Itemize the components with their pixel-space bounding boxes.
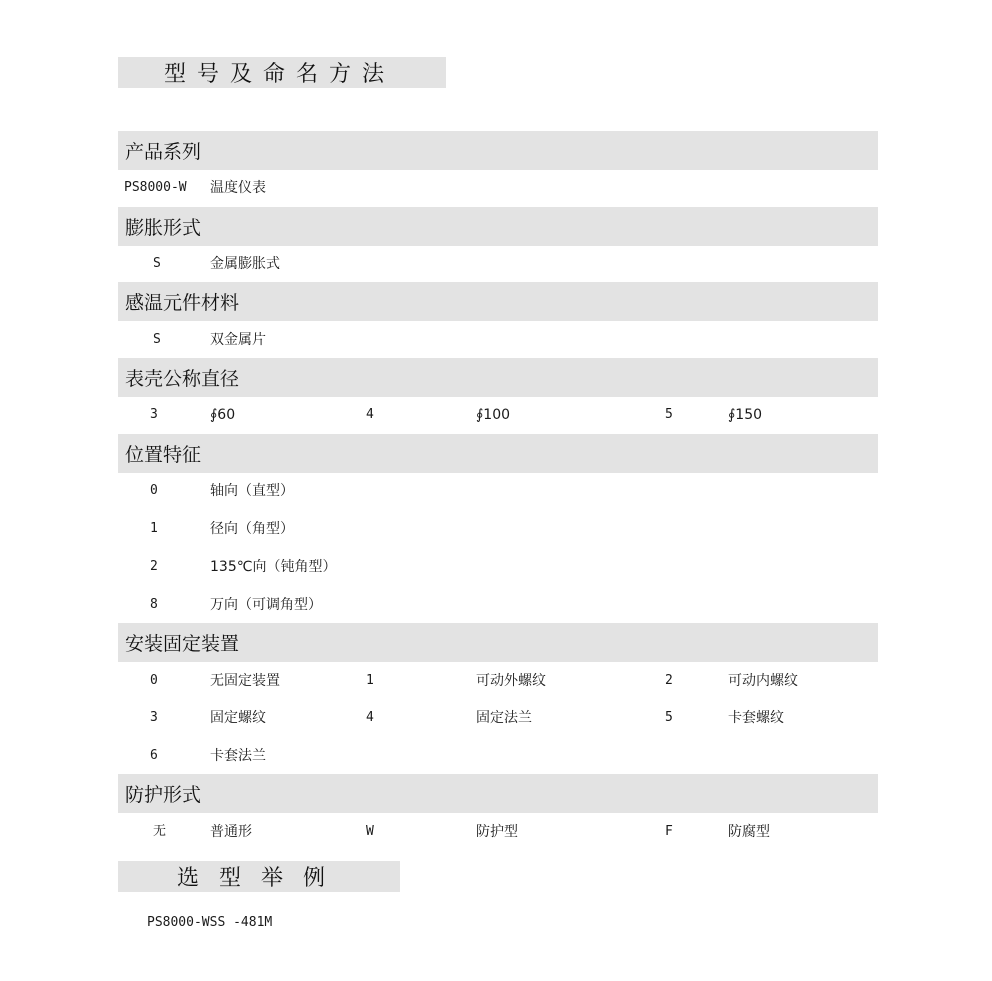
option-label: 可动内螺纹 [728, 673, 798, 689]
option-code: 3 [150, 710, 158, 725]
section-header: 产品系列 [118, 131, 878, 170]
option-code: F [665, 824, 673, 839]
option-label: 无固定装置 [210, 673, 280, 689]
option-code: W [366, 824, 374, 839]
option-code: 3 [150, 407, 158, 422]
option-label: ∮150 [728, 407, 763, 423]
section-header: 表壳公称直径 [118, 358, 878, 397]
section-header: 安装固定装置 [118, 623, 878, 662]
option-label: 可动外螺纹 [476, 673, 546, 689]
page-title: 型号及命名方法 [164, 62, 396, 87]
option-label: 卡套法兰 [210, 748, 266, 764]
option-label: 防腐型 [728, 824, 770, 840]
option-code: 0 [150, 483, 158, 498]
option-code: S [153, 256, 161, 271]
option-label: 固定螺纹 [210, 710, 266, 726]
section-header: 位置特征 [118, 434, 878, 473]
option-label: 防护型 [476, 824, 518, 840]
option-code: 1 [366, 673, 374, 688]
option-code: 5 [665, 710, 673, 725]
section-header: 膨胀形式 [118, 207, 878, 246]
option-label: 固定法兰 [476, 710, 532, 726]
option-code: S [153, 332, 161, 347]
option-code: 2 [665, 673, 673, 688]
option-label: 径向（角型） [210, 521, 294, 537]
option-label: 卡套螺纹 [728, 710, 784, 726]
option-code: 5 [665, 407, 673, 422]
option-code: 8 [150, 597, 158, 612]
example-title-banner [118, 861, 400, 892]
example-code: PS8000-WSS -481M [147, 915, 273, 930]
option-label: 135℃向（钝角型） [210, 559, 337, 575]
option-code: 0 [150, 673, 158, 688]
option-code: 4 [366, 407, 374, 422]
option-code: 4 [366, 710, 374, 725]
option-label: ∮60 [210, 407, 236, 423]
option-code: PS8000-W [124, 180, 187, 195]
option-code: 无 [153, 824, 167, 839]
option-code: 6 [150, 748, 158, 763]
section-header: 防护形式 [118, 774, 878, 813]
option-label: 轴向（直型） [210, 483, 294, 499]
option-label: 万向（可调角型） [210, 597, 322, 613]
option-label: 金属膨胀式 [210, 256, 280, 272]
page-title-banner [118, 57, 446, 88]
option-code: 1 [150, 521, 158, 536]
option-label: ∮100 [476, 407, 511, 423]
option-label: 双金属片 [210, 332, 266, 348]
option-label: 温度仪表 [210, 180, 266, 196]
option-code: 2 [150, 559, 158, 574]
option-label: 普通形 [210, 824, 252, 840]
section-header: 感温元件材料 [118, 282, 878, 321]
example-title: 选型举例 [177, 866, 346, 891]
